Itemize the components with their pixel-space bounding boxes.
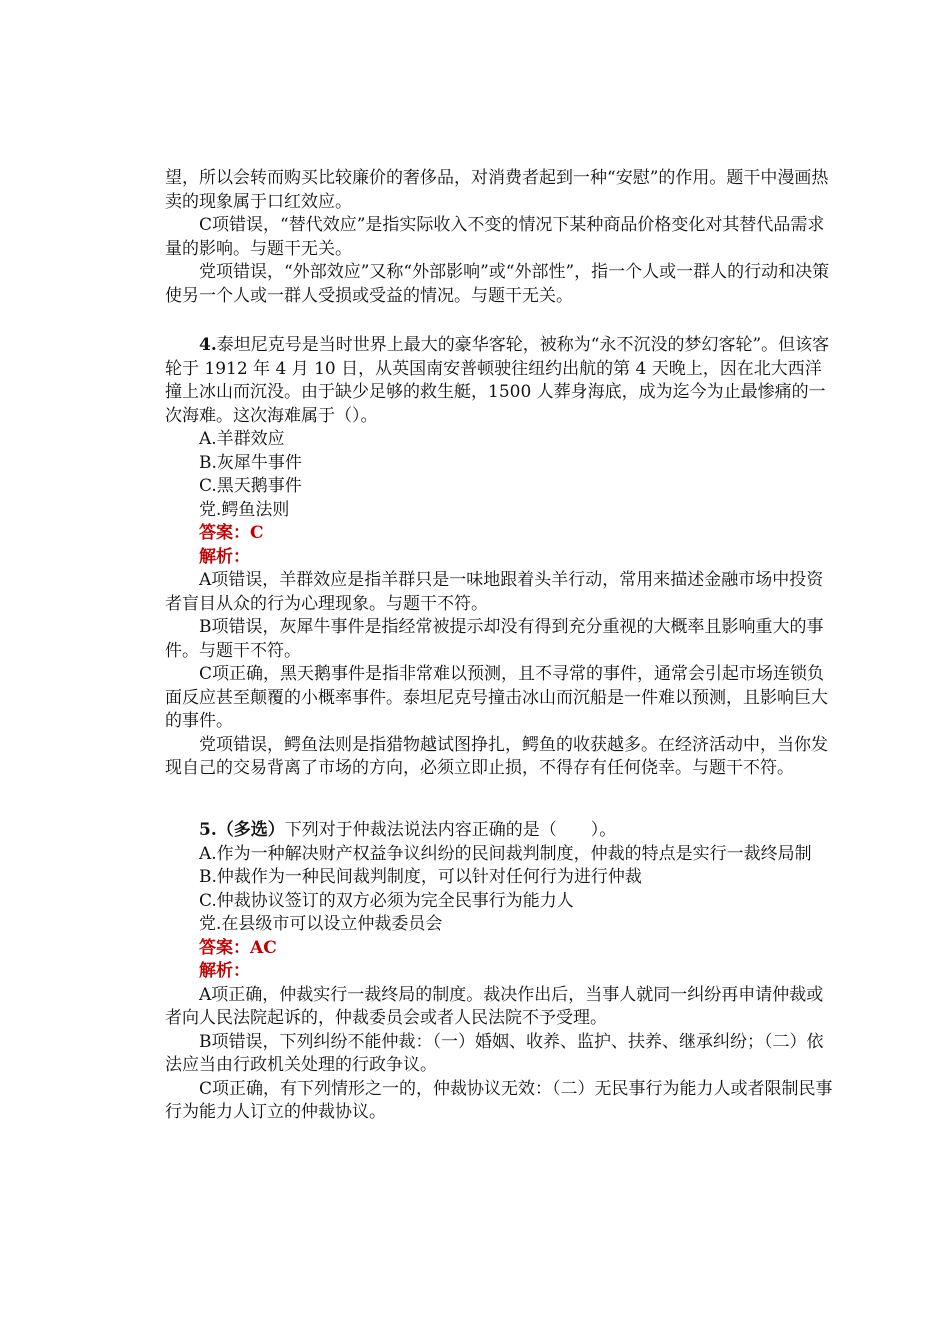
question-number: 5. bbox=[199, 820, 217, 840]
question-number: 4. bbox=[199, 335, 217, 355]
analysis-label: 解析： bbox=[199, 546, 250, 567]
option-c: C.仲裁协议签订的双方必须为完全民事行为能力人 bbox=[199, 890, 574, 911]
analysis-paragraph: C项正确，黑天鹅事件是指非常难以预测，且不寻常的事件，通常会引起市场连锁负面反应甚至颠覆的小概率事件。泰坦尼克号撞击冰山而沉船是一件难以预测，且影响巨大的事件。 bbox=[165, 664, 828, 731]
paragraph: 党项错误，“外部效应”又称“外部影响”或“外部性”，指一个人或一群人的行动和决策使另一个人或一群人受损或受益的情况。与题干无关。 bbox=[165, 262, 830, 306]
question-tag: （多选） bbox=[216, 820, 285, 840]
question-3-tail bbox=[165, 167, 837, 308]
question-5 bbox=[165, 819, 837, 1125]
option-a: A.作为一种解决财产权益争议纠纷的民间裁判制度，仲裁的特点是实行一裁终局制 bbox=[199, 843, 812, 864]
analysis-label: 解析： bbox=[199, 961, 250, 981]
analysis-paragraph: 党项错误，鳄鱼法则是指猎物越试图挣扎，鳄鱼的收获越多。在经济活动中，当你发现自己的交易背离了市场的方向，必须立即止损，不得存有任何侥幸。与题干不符。 bbox=[165, 734, 828, 778]
option-d: 党.鳄鱼法则 bbox=[199, 499, 290, 520]
question-stem bbox=[165, 819, 837, 843]
analysis-paragraph: B项错误，下列纠纷不能仲裁：（一）婚姻、收养、监护、扶养、继承纠纷；（二）依法应当由行政机关处理的行政争议。 bbox=[165, 1031, 824, 1075]
paragraph: C项错误，“替代效应”是指实际收入不变的情况下某种商品价格变化对其替代品需求量的影响。与题干无关。 bbox=[165, 215, 825, 259]
question-text: 泰坦尼克号是当时世界上最大的豪华客轮，被称为“永不沉没的梦幻客轮”。但该客轮于 1912 年 4 月 10 日，从英国南安普顿驶往纽约出航的第 4 天晚上，因在北大西洋撞上冰山而沉没。由于缺少足够的救生艇，1500 人葬身海底，成为迄今为止最惨痛的一次海难。这次海难属于（）。 bbox=[165, 335, 830, 426]
analysis-paragraph: B项错误，灰犀牛事件是指经常被提示却没有得到充分重视的大概率且影响重大的事件。与题干不符。 bbox=[165, 617, 824, 661]
analysis-paragraph: C项正确，有下列情形之一的，仲裁协议无效：（二）无民事行为能力人或者限制民事行为能力人订立的仲裁协议。 bbox=[165, 1078, 833, 1122]
question-text: 下列对于仲裁法说法内容正确的是（ ）。 bbox=[284, 820, 617, 840]
option-b: B.仲裁作为一种民间裁判制度，可以针对任何行为进行仲裁 bbox=[199, 867, 642, 887]
analysis-paragraph: A项正确，仲裁实行一裁终局的制度。裁决作出后，当事人就同一纠纷再申请仲裁或者向人民法院起诉的，仲裁委员会或者人民法院不予受理。 bbox=[165, 984, 824, 1028]
question-4 bbox=[165, 334, 837, 781]
analysis-paragraph: A项错误，羊群效应是指羊群只是一味地跟着头羊行动，常用来描述金融市场中投资者盲目从众的行为心理现象。与题干不符。 bbox=[165, 570, 824, 614]
answer-label: 答案：C bbox=[199, 523, 264, 543]
option-d: 党.在县级市可以设立仲裁委员会 bbox=[199, 914, 443, 934]
question-stem bbox=[165, 334, 837, 428]
option-a: A.羊群效应 bbox=[199, 429, 285, 449]
option-b: B.灰犀牛事件 bbox=[199, 452, 302, 473]
answer-label: 答案：AC bbox=[199, 937, 277, 958]
paragraph: 望，所以会转而购买比较廉价的奢侈品，对消费者起到一种“安慰”的作用。题干中漫画热卖的现象属于口红效应。 bbox=[165, 168, 829, 212]
option-c: C.黑天鹅事件 bbox=[199, 476, 302, 496]
